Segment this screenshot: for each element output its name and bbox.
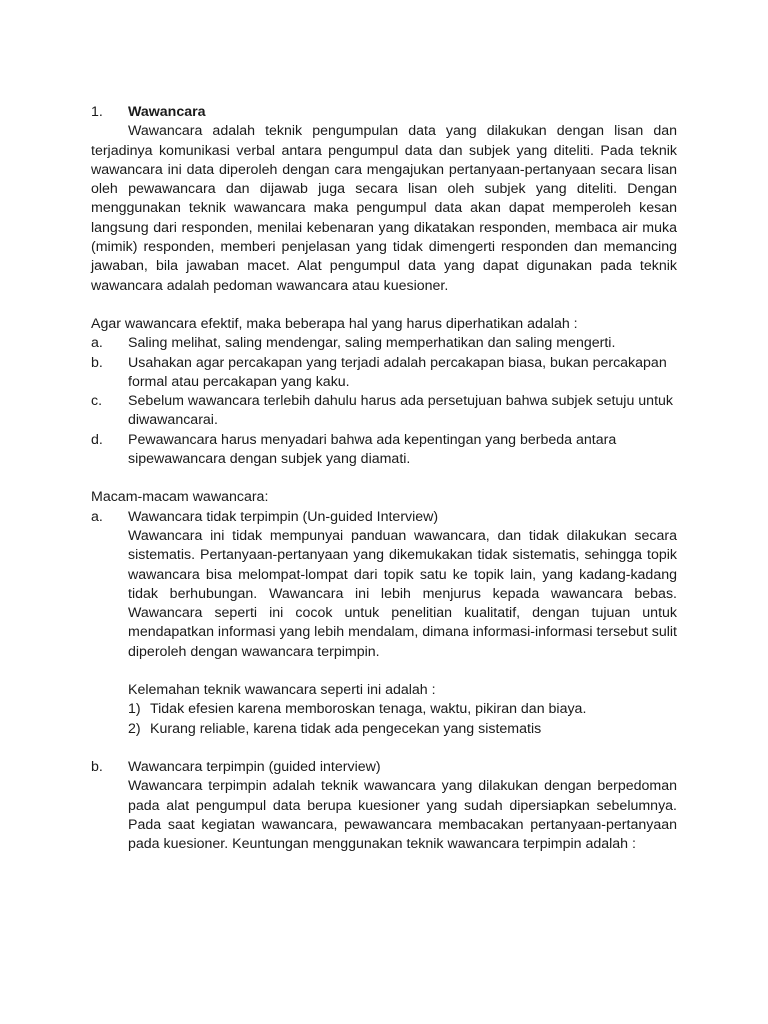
list-item [128,700,677,719]
list-marker: 1) [128,701,141,718]
weakness-list [128,700,677,739]
section-heading [91,103,677,122]
effective-lead: Agar wawancara efektif, maka beberapa hal yang harus diperhatikan adalah : [91,315,578,332]
types-lead: Macam-macam wawancara: [91,489,269,506]
list-marker: a. [91,335,103,352]
list-item [128,720,677,739]
spacer [91,739,677,758]
type-b-title: Wawancara terpimpin (guided interview) [128,758,381,775]
weakness-lead: Kelemahan teknik wawancara seperti ini adalah : [128,682,436,699]
spacer [128,662,677,681]
type-a-content [91,527,677,739]
list-marker: 2) [128,720,141,737]
types-list [91,508,677,527]
spacer [91,296,677,315]
list-item-text: Tidak efesien karena memboroskan tenaga, waktu, pikiran dan biaya. [150,701,587,718]
list-item-text: Sebelum wawancara terlebih dahulu harus ada persetujuan bahwa subjek setuju untuk diwawancarai. [128,393,673,429]
list-item-text: Usahakan agar percakapan yang terjadi adalah percakapan biasa, bukan percakapan formal atau percakapan yang kaku. [128,354,667,390]
list-item [91,354,677,393]
list-item [91,508,677,527]
list-item-text: Kurang reliable, karena tidak ada pengecekan yang sistematis [150,720,542,737]
type-b-body: Wawancara terpimpin adalah teknik wawancara yang dilakukan dengan berpedoman pada alat pengumpul data berupa kuesioner yang sudah dipersiapkan sebelumnya. Pada saat kegiatan wawancara, pewawancara membacakan pertanyaan-pertanyaan pada kuesioner. Keuntungan menggunakan teknik wawancara terpimpin adalah : [128,778,677,853]
effective-list [91,334,677,469]
type-a-title: Wawancara tidak terpimpin (Un-guided Interview) [128,508,439,525]
list-marker: c. [91,393,103,410]
section-number: 1. [91,104,103,120]
list-marker: d. [91,431,103,448]
spacer [91,469,677,488]
type-a-body: Wawancara ini tidak mempunyai panduan wawancara, dan tidak dilakukan secara sistematis. Pertanyaan-pertanyaan yang dikemukakan tidak sistematis, sehingga topik wawancara bisa melompat-lompat dari topik satu ke topik lain, yang kadang-kadang tidak berhubungan. Wawancara ini lebih menjurus kepada wawancara bebas. Wawancara seperti ini cocok untuk penelitian kualitatif, dengan tujuan untuk mendapatkan informasi yang lebih mendalam, dimana informasi-informasi tersebut sulit diperoleh dengan wawancara terpimpin. [128,527,677,660]
list-item [91,758,677,777]
list-item-text: Pewawancara harus menyadari bahwa ada kepentingan yang berbeda antara sipewawancara dengan subjek yang diamati. [128,431,617,468]
list-item [91,392,677,431]
list-marker: b. [91,354,103,371]
list-item-text: Saling melihat, saling mendengar, saling memperhatikan dan saling mengerti. [128,335,616,352]
list-item [91,431,677,470]
types-list-b [91,758,677,777]
list-item [91,334,677,353]
section-title: Wawancara [128,104,206,120]
list-marker: b. [91,758,103,775]
list-marker: a. [91,508,103,525]
type-b-content [91,777,677,854]
intro-paragraph: Wawancara adalah teknik pengumpulan data yang dilakukan dengan lisan dan terjadinya komunikasi verbal antara pengumpul data dan subjek yang diteliti. Pada teknik wawancara ini data diperoleh dengan cara mengajukan pertanyaan-pertanyaan secara lisan oleh pewawancara dan dijawab juga secara lisan oleh subjek yang diteliti. Dengan menggunakan teknik wawancara maka pengumpul data akan dapat memperoleh kesan langsung dari responden, menilai kebenaran yang dikatakan responden, membaca air muka (mimik) responden, memberi penjelasan yang tidak dimengerti responden dan memancing jawaban, bila jawaban macet. Alat pengumpul data yang dapat digunakan pada teknik wawancara adalah pedoman wawancara atau kuesioner. [91,123,677,294]
